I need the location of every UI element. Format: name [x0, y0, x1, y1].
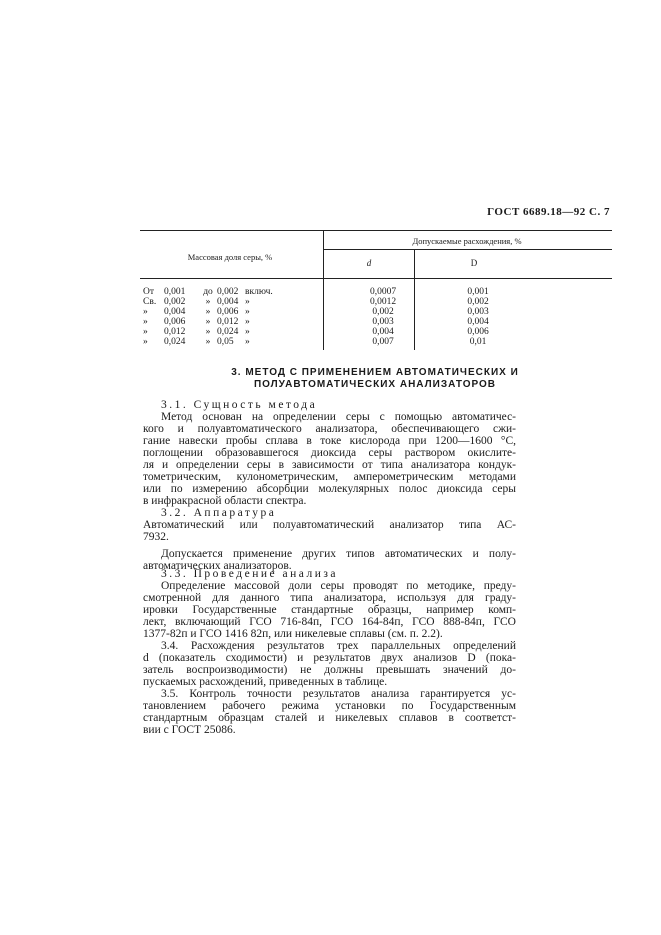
- row-incl: »: [245, 337, 250, 347]
- paragraph-3-2: [143, 507, 516, 572]
- row-d-value: 0,002: [372, 307, 394, 317]
- text-line: затель воспроизводимости) не должны превышать значений до-: [143, 664, 516, 676]
- row-do: »: [205, 327, 211, 337]
- paragraph-heading: 3.2. Аппаратура: [161, 507, 277, 519]
- table-row: [143, 297, 613, 307]
- table-mid-rule: [324, 249, 612, 250]
- table-row: [143, 287, 613, 297]
- row-do: »: [205, 317, 211, 327]
- paragraph-3-3: [143, 568, 516, 640]
- text-line: Автоматический или полуавтоматический анализатор типа АС-: [143, 519, 516, 531]
- paragraph-3-1: [143, 399, 516, 507]
- row-D-value: 0,002: [467, 297, 489, 307]
- table-body: [143, 287, 613, 347]
- row-incl: »: [245, 327, 250, 337]
- text-line: тановлением рабочего режима установки по Государственным: [143, 700, 516, 712]
- text-line: Определение массовой доли серы проводят по методике, преду-: [161, 580, 516, 592]
- section-title-line: 3. МЕТОД С ПРИМЕНЕНИЕМ АВТОМАТИЧЕСКИХ И: [231, 367, 519, 378]
- text-line: автоматических анализаторов.: [143, 560, 292, 572]
- row-d-value: 0,007: [372, 337, 394, 347]
- row-from: 0,024: [164, 337, 186, 347]
- text-line: или по измерению абсорбции молекулярных полос диоксида серы: [143, 483, 516, 495]
- paragraph-3-4: [143, 640, 516, 688]
- paragraph-heading: 3.1. Сущность метода: [161, 399, 318, 411]
- row-D-value: 0,01: [469, 337, 487, 347]
- paragraph-heading: 3.3. Проведение анализа: [161, 568, 338, 580]
- row-to: 0,004: [217, 297, 239, 307]
- row-d-value: 0,0007: [369, 287, 397, 297]
- row-incl: »: [245, 297, 250, 307]
- table-row: [143, 327, 613, 337]
- row-prefix: Св.: [143, 297, 157, 307]
- row-D-value: 0,006: [467, 327, 489, 337]
- text-line: лект, включающий ГСО 716-84п, ГСО 164-84п, ГСО 888-84п, ГСО: [143, 616, 516, 628]
- text-line: кого и полуавтоматического анализатора, обеспечивающего сжи-: [143, 423, 516, 435]
- row-from: 0,006: [164, 317, 186, 327]
- row-prefix: »: [143, 317, 148, 327]
- text-line: Метод основан на определении серы с помощью автоматичес-: [161, 411, 516, 423]
- text-line: поглощении образовавшегося диоксида серы раствором окислите-: [143, 447, 516, 459]
- row-incl: »: [245, 317, 250, 327]
- text-line: стандартным образцам сталей и никелевых сплавов в соответст-: [143, 712, 516, 724]
- section-title-line: ПОЛУАВТОМАТИЧЕСКИХ АНАЛИЗАТОРОВ: [253, 379, 497, 390]
- row-do: »: [205, 307, 211, 317]
- table-row: [143, 337, 613, 347]
- table-header-allowed: Допускаемые расхождения, %: [412, 236, 522, 246]
- text-line: в инфракрасной области спектра.: [143, 495, 307, 507]
- row-do: до: [203, 287, 213, 297]
- row-to: 0,002: [217, 287, 239, 297]
- row-d-value: 0,0012: [369, 297, 397, 307]
- row-do: »: [205, 337, 211, 347]
- row-to: 0,006: [217, 307, 239, 317]
- text-line: 7932.: [143, 531, 169, 543]
- table-header-mass: Массовая доля серы, %: [187, 252, 273, 262]
- table-row: [143, 317, 613, 327]
- text-line: Допускается применение других типов автоматических и полу-: [161, 548, 516, 560]
- row-to: 0,012: [217, 317, 239, 327]
- text-line: 3.5. Контроль точности результатов анализа гарантируется ус-: [161, 688, 516, 700]
- text-line: ля и определении серы в зависимости от типа анализатора кондук-: [143, 459, 516, 471]
- row-prefix: »: [143, 337, 148, 347]
- row-prefix: »: [143, 327, 148, 337]
- paragraph-3-5: [143, 688, 516, 736]
- text-line: ировки Государственные стандартные образцы, например комп-: [143, 604, 516, 616]
- row-from: 0,002: [164, 297, 186, 307]
- text-line: вии с ГОСТ 25086.: [143, 724, 236, 736]
- table-header-D: D: [470, 258, 478, 268]
- table-top-rule: [140, 230, 612, 231]
- row-prefix: От: [143, 287, 155, 297]
- text-line: 1377-82п и ГСО 1416 82п, или никелевые сплавы (см. п. 2.2).: [143, 628, 443, 640]
- text-line: смотренной для данного типа анализатора, используя для граду-: [143, 592, 516, 604]
- text-line: 3.4. Расхождения результатов трех параллельных определений: [161, 640, 516, 652]
- page-header: ГОСТ 6689.18—92 С. 7: [487, 206, 610, 218]
- text-line: тометрическим, кулонометрическим, амперометрическим методами: [143, 471, 516, 483]
- row-to: 0,024: [217, 327, 239, 337]
- table-header-d: d: [366, 258, 372, 268]
- row-from: 0,001: [164, 287, 186, 297]
- row-from: 0,004: [164, 307, 186, 317]
- text-line: пускаемых расхождений, приведенных в таблице.: [143, 676, 388, 688]
- row-incl: включ.: [245, 287, 273, 297]
- row-D-value: 0,003: [467, 307, 489, 317]
- row-incl: »: [245, 307, 250, 317]
- row-D-value: 0,001: [467, 287, 489, 297]
- row-D-value: 0,004: [467, 317, 489, 327]
- row-do: »: [205, 297, 211, 307]
- row-to: 0,05: [217, 337, 234, 347]
- row-d-value: 0,003: [372, 317, 394, 327]
- section-title: [140, 367, 610, 391]
- text-line: d (показатель сходимости) и результатов двух анализов D (пока-: [143, 652, 516, 664]
- table-row: [143, 307, 613, 317]
- text-line: гание навески пробы сплава в токе кислорода при 1200—1600 °С,: [143, 435, 516, 447]
- row-d-value: 0,004: [372, 327, 394, 337]
- row-prefix: »: [143, 307, 148, 317]
- table-header-rule: [140, 278, 612, 279]
- row-from: 0,012: [164, 327, 186, 337]
